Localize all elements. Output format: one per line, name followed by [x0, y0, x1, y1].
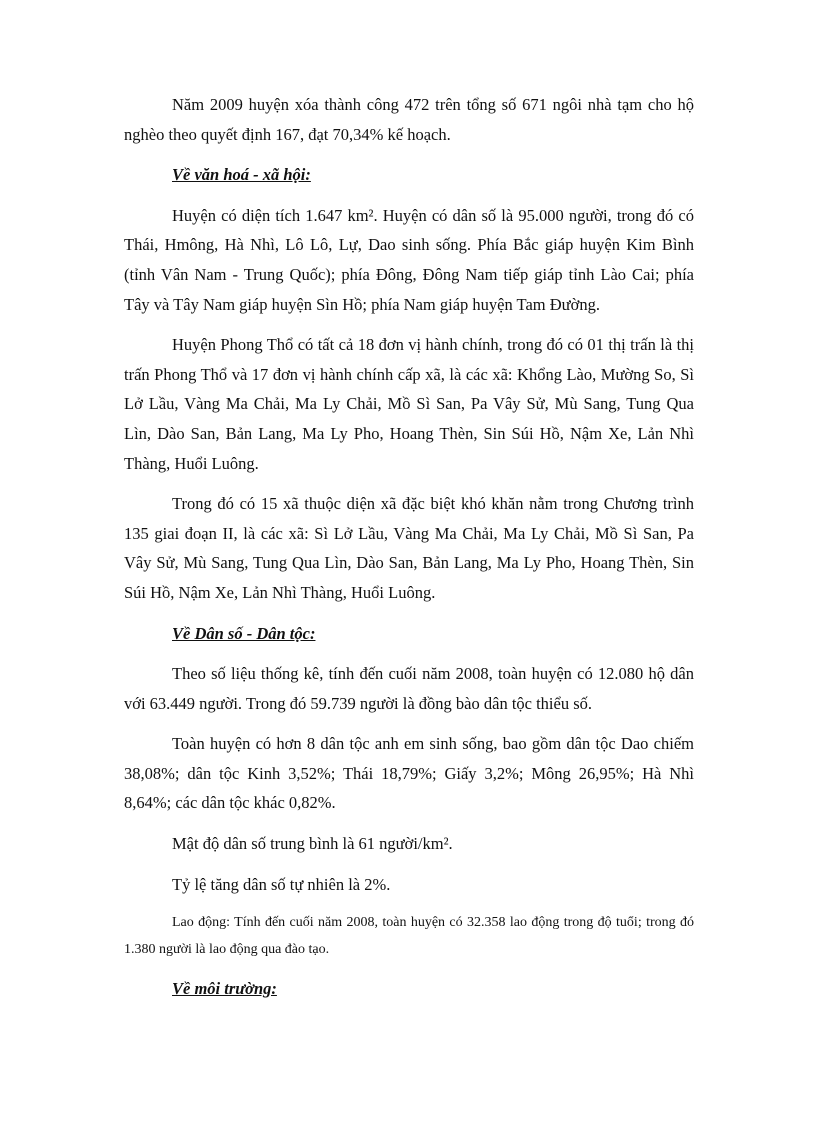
paragraph-growth-rate: Tỷ lệ tăng dân số tự nhiên là 2%.	[172, 874, 391, 894]
paragraph-administrative-units: Huyện Phong Thổ có tất cả 18 đơn vị hành chính, trong đó có 01 thị trấn là thị trấn Phong Thổ và 17 đơn vị hành chính cấp xã, là các xã: Khổng Lào, Mường So, Sì Lở Lầu, Vàng Ma Chải, Ma Ly Chải, Mồ Sì San, Pa Vây Sử, Mù Sang, Tung Qua Lìn, Dào San, Bản Lang, Ma Ly Pho, Hoang Thèn, Sin Súi Hồ, Nậm Xe, Lản Nhì Thàng, Huổi Luông.	[124, 335, 694, 473]
heading-population-ethnicity: Về Dân số - Dân tộc:	[172, 623, 316, 643]
paragraph-area-population: Huyện có diện tích 1.647 km². Huyện có dân số là 95.000 người, trong đó có Thái, Hmông, Hà Nhì, Lô Lô, Lự, Dao sinh sống. Phía Bắc giáp huyện Kim Bình (tỉnh Vân Nam - Trung Quốc); phía Đông, Đông Nam tiếp giáp tỉnh Lào Cai; phía Tây và Tây Nam giáp huyện Sìn Hồ; phía Nam giáp huyện Tam Đường.	[124, 205, 694, 314]
paragraph-program-135: Trong đó có 15 xã thuộc diện xã đặc biệt khó khăn nằm trong Chương trình 135 giai đoạn II, là các xã: Sì Lở Lầu, Vàng Ma Chải, Ma Ly Chải, Mồ Sì San, Pa Vây Sử, Mù Sang, Tung Qua Lìn, Dào San, Bản Lang, Ma Ly Pho, Hoang Thèn, Sin Súi Hồ, Nậm Xe, Lản Nhì Thàng, Huổi Luông.	[124, 494, 694, 602]
paragraph-ethnic-groups: Toàn huyện có hơn 8 dân tộc anh em sinh sống, bao gồm dân tộc Dao chiếm 38,08%; dân tộc Kinh 3,52%; Thái 18,79%; Giấy 3,2%; Mông 26,95%; Hà Nhì 8,64%; các dân tộc khác 0,82%.	[124, 734, 694, 813]
document-page	[124, 90, 694, 1004]
paragraph-statistics: Theo số liệu thống kê, tính đến cuối năm 2008, toàn huyện có 12.080 hộ dân với 63.449 người. Trong đó 59.739 người là đồng bào dân tộc thiểu số.	[124, 664, 694, 713]
heading-environment: Về môi trường:	[172, 979, 277, 999]
paragraph-density: Mật độ dân số trung bình là 61 người/km².	[172, 834, 453, 854]
paragraph-housing: Năm 2009 huyện xóa thành công 472 trên tổng số 671 ngôi nhà tạm cho hộ nghèo theo quyết định 167, đạt 70,34% kế hoạch.	[124, 95, 694, 144]
paragraph-labor: Lao động: Tính đến cuối năm 2008, toàn huyện có 32.358 lao động trong độ tuổi; trong đó 1.380 người là lao động qua đào tạo.	[124, 915, 694, 957]
heading-culture-society: Về văn hoá - xã hội:	[172, 165, 311, 185]
